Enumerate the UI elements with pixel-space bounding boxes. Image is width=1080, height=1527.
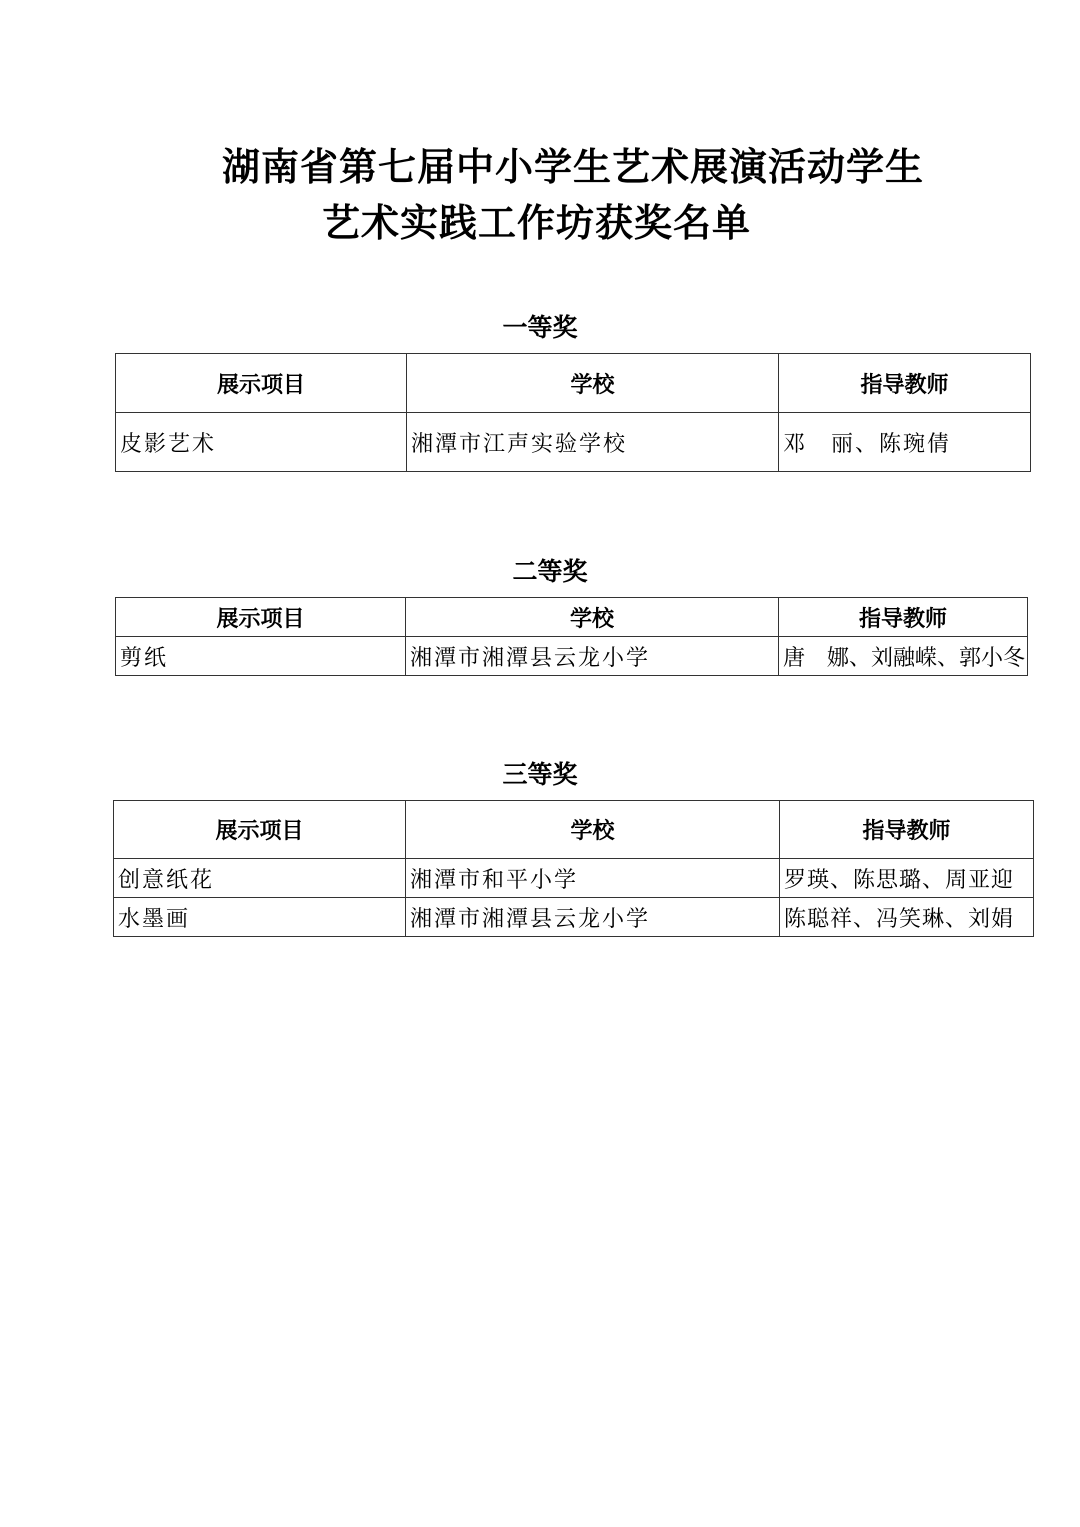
cell-project: 水墨画 [114, 898, 406, 937]
table-header-row [114, 801, 1034, 859]
table-row [114, 859, 1034, 898]
column-header-project: 展示项目 [114, 801, 406, 859]
cell-school: 湘潭市江声实验学校 [407, 413, 779, 472]
table-row [116, 413, 1031, 472]
column-header-school: 学校 [407, 354, 779, 413]
section-heading-first-prize: 一等奖 [502, 313, 578, 342]
table-row [116, 637, 1028, 676]
table-header-row [116, 354, 1031, 413]
first-prize-table [115, 353, 1031, 472]
cell-teachers: 唐 娜、刘融嵘、郭小冬 [779, 637, 1028, 676]
cell-teachers: 陈聪祥、冯笑琳、刘娟 [780, 898, 1034, 937]
column-header-school: 学校 [406, 598, 779, 637]
document-title-line-1: 湖南省第七届中小学生艺术展演活动学生 [222, 145, 925, 189]
column-header-project: 展示项目 [116, 354, 407, 413]
cell-project: 创意纸花 [114, 859, 406, 898]
column-header-teachers: 指导教师 [779, 598, 1028, 637]
column-header-teachers: 指导教师 [779, 354, 1031, 413]
column-header-school: 学校 [406, 801, 780, 859]
cell-project: 剪纸 [116, 637, 406, 676]
cell-teachers: 罗瑛、陈思璐、周亚迎 [780, 859, 1034, 898]
second-prize-table [115, 597, 1028, 676]
cell-school: 湘潭市湘潭县云龙小学 [406, 898, 780, 937]
third-prize-table [113, 800, 1034, 937]
cell-school: 湘潭市和平小学 [406, 859, 780, 898]
cell-project: 皮影艺术 [116, 413, 407, 472]
section-heading-third-prize: 三等奖 [502, 760, 578, 789]
table-row [114, 898, 1034, 937]
table-header-row [116, 598, 1028, 637]
cell-school: 湘潭市湘潭县云龙小学 [406, 637, 779, 676]
column-header-teachers: 指导教师 [780, 801, 1034, 859]
cell-teachers: 邓 丽、陈琬倩 [779, 413, 1031, 472]
section-heading-second-prize: 二等奖 [512, 557, 588, 586]
column-header-project: 展示项目 [116, 598, 406, 637]
document-title-line-2: 艺术实践工作坊获奖名单 [322, 201, 752, 245]
